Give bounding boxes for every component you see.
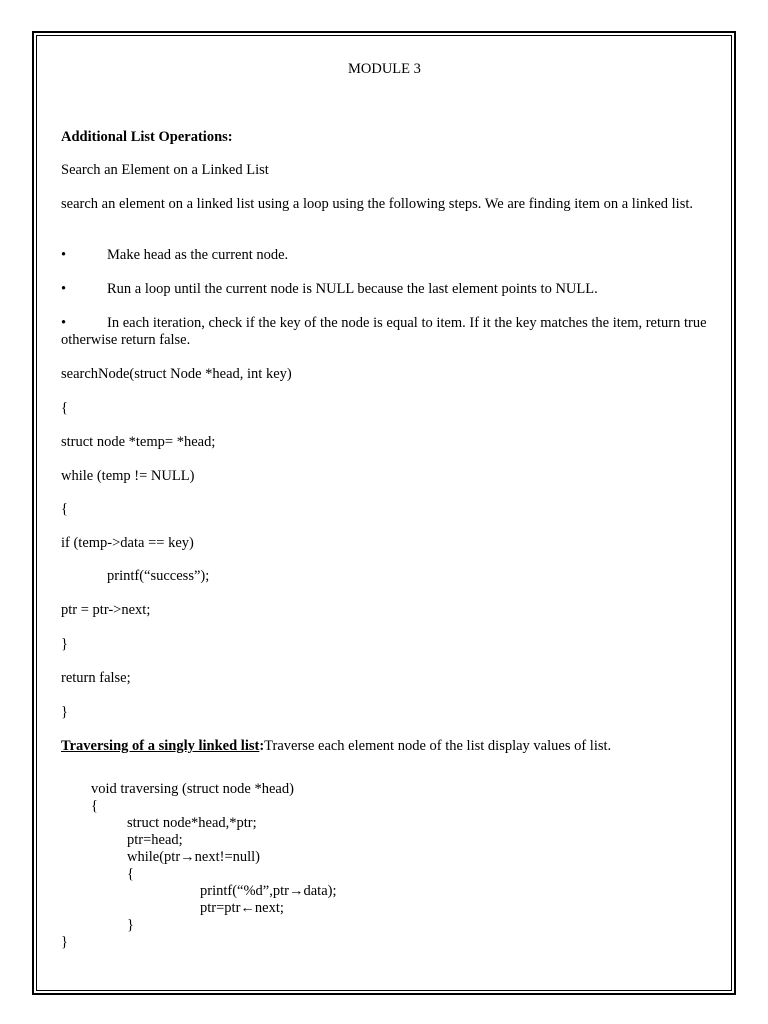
section-heading: Additional List Operations: <box>61 129 233 145</box>
code-line: while (temp != NULL) <box>61 468 195 484</box>
code-line: return false; <box>61 670 131 686</box>
code-line: if (temp->data == key) <box>61 535 194 551</box>
traversal-colon: : <box>259 738 265 754</box>
code-line: ptr = ptr->next; <box>61 602 151 618</box>
module-title: MODULE 3 <box>348 61 421 77</box>
bullet-2: • <box>61 281 67 297</box>
code-line: printf(“success”); <box>107 568 210 584</box>
code-line: { <box>61 400 68 416</box>
intro-paragraph: search an element on a linked list using a loop using the following steps. We are finding item on a linked list. <box>61 196 694 212</box>
code-line: struct node*head,*ptr; <box>127 815 257 831</box>
bullet-3: • <box>61 315 67 331</box>
section-subheading: Search an Element on a Linked List <box>61 162 269 178</box>
code-line: { <box>61 501 68 517</box>
code-line: printf(“%d”,ptr→data); <box>200 883 337 899</box>
traversal-description: Traverse each element node of the list display values of list. <box>264 738 612 754</box>
code-line: } <box>61 704 68 720</box>
code-line: } <box>61 934 68 950</box>
code-line: { <box>91 798 98 814</box>
code-line: } <box>127 917 134 933</box>
code-line: struct node *temp= *head; <box>61 434 216 450</box>
traversal-heading: Traversing of a singly linked list <box>61 738 260 754</box>
code-line: searchNode(struct Node *head, int key) <box>61 366 292 382</box>
step-2: Run a loop until the current node is NULL because the last element points to NULL. <box>107 281 598 297</box>
code-line: void traversing (struct node *head) <box>91 781 294 797</box>
step-3: In each iteration, check if the key of the node is equal to item. If it the key matches the item, return true otherwise return false. <box>61 315 707 348</box>
step-1: Make head as the current node. <box>107 247 289 263</box>
bullet-1: • <box>61 247 67 263</box>
code-line: ptr=ptr←next; <box>200 900 284 916</box>
code-line: while(ptr→next!=null) <box>127 849 261 865</box>
code-line: } <box>61 636 68 652</box>
traversal-heading-line <box>61 738 611 755</box>
code-line: { <box>127 866 134 882</box>
code-line: ptr=head; <box>127 832 183 848</box>
